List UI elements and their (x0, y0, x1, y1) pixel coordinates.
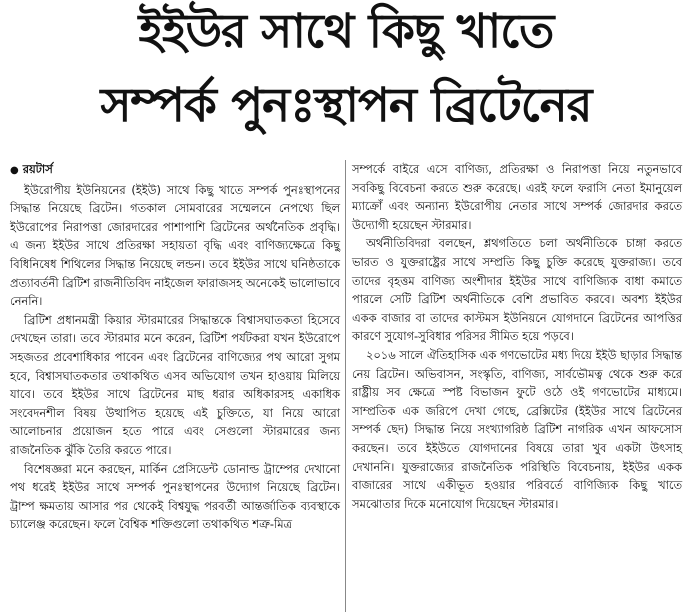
byline (10, 160, 340, 181)
article-right-column (352, 160, 682, 513)
article-paragraph: বিশেষজ্ঞরা মনে করছেন, মার্কিন প্রেসিডেন্ট ডোনাল্ড ট্রাম্পের দেখানো পথ ধরেই ইইউর সাথে সম্পর্ক পুনঃস্থাপনের উদ্যোগ নিয়েছে ব্রিটেন। ট্রাম্প ক্ষমতায় আসার পর থেকেই বিশ্বযুদ্ধ পরবর্তী আন্তর্জাতিক ব্যবস্থাকে চ্যালেঞ্জ করেছেন। ফলে বৈশ্বিক শক্তিগুলো তথাকথিত শত্রু-মিত্র (10, 461, 340, 532)
headline-line-2: সম্পর্ক পুনঃস্থাপন ব্রিটেনের (100, 78, 592, 133)
byline-source: রয়টার্স (22, 162, 53, 176)
article-left-column (10, 160, 340, 534)
article-paragraph: অর্থনীতিবিদরা বলছেন, শ্লথগতিতে চলা অর্থনীতিকে চাঙ্গা করতে ভারত ও যুক্তরাষ্ট্রের সাথে সম্প্রতি কিছু চুক্তি করেছে যুক্তরাজ্য। তবে তাদের বৃহত্তম বাণিজ্য অংশীদার ইইউর সাথে বাণিজ্যিক বাধা কমাতে পারলে সেটি ব্রিটিশ অর্থনীতিকে বেশি প্রভাবিত করবে। অবশ্য ইইউর একক বাজার বা তাদের কাস্টমস ইউনিয়নে যোগদানে ব্রিটেনের আপত্তির কারণে সুযোগ-সুবিধার পরিসর সীমিত হয়ে পড়বে। (352, 236, 682, 344)
article-paragraph: ইউরোপীয় ইউনিয়নের (ইইউ) সাথে কিছু খাতে সম্পর্ক পুনঃস্থাপনের সিদ্ধান্ত নিয়েছে ব্রিটেন। গতকাল সোমবারের সম্মেলনে নেপথ্যে ছিল ইউরোপের নিরাপত্তা জোরদারের পাশাপাশি ব্রিটেনের অর্থনৈতিক প্রবৃদ্ধি। এ জন্য ইইউর সাথে প্রতিরক্ষা সহায়তা বৃদ্ধি এবং বাণিজ্যক্ষেত্রে কিছু বিধিনিষেধ শিথিলের সিদ্ধান্ত নিয়েছে লন্ডন। তবে ইইউর সাথে ঘনিষ্ঠতাকে প্রত্যাবর্তনী ব্রিটিশ রাজনীতিবিদ নাইজেল ফারাজসহ অনেকেই ভালোভাবে নেননি। (10, 182, 340, 309)
bullet-icon: ● (10, 165, 19, 176)
article-paragraph: সম্পর্কে বাইরে এসে বাণিজ্য, প্রতিরক্ষা ও নিরাপত্তা নিয়ে নতুনভাবে সবকিছু বিবেচনা করতে শুরু করেছে। এরই ফলে ফরাসি নেতা ইমানুয়েল ম্যাক্রোঁ এবং অন্যান্য ইউরোপীয় নেতার সাথে সম্পর্ক জোরদার করতে উদ্যোগী হয়েছেন স্টারমার। (352, 162, 682, 232)
article-paragraph: ২০১৬ সালে ঐতিহাসিক এক গণভোটের মধ্য দিয়ে ইইউ ছাড়ার সিদ্ধান্ত নেয় ব্রিটেন। অভিবাসন, সংস্কৃতি, বাণিজ্য, সার্বভৌমত্ব থেকে শুরু করে রাষ্ট্রীয় সব ক্ষেত্রে স্পষ্ট বিভাজন ফুটে ওঠে ওই গণভোটের মাধ্যমে। সাম্প্রতিক এক জরিপে দেখা গেছে, ব্রেক্সিটের (ইইউর সাথে ব্রিটেনের সম্পর্ক ছেদ) সিদ্ধান্ত নিয়ে সংখ্যাগরিষ্ঠ ব্রিটিশ নাগরিক এখন আফসোস করছেন। তবে ইইউতে যোগদানের বিষয়ে তারা খুব একটা উৎসাহ দেখাননি। যুক্তরাজ্যের রাজনৈতিক পরিস্থিতি বিবেচনায়, ইইউর একক বাজারের সাথে একীভূত হওয়ার পরিবর্তে বাণিজ্যিক কিছু খাতে সমঝোতার দিকে মনোযোগ দিয়েছেন স্টারমার। (352, 347, 682, 511)
article-paragraph: ব্রিটিশ প্রধানমন্ত্রী কিয়ার স্টারমারের সিদ্ধান্তকে বিশ্বাসঘাতকতা হিসেবে দেখছেন তারা। তবে স্টারমার মনে করেন, ব্রিটিশ পর্যটকরা যখন ইউরোপে সহজতর প্রবেশাধিকার পাবেন এবং ব্রিটেনের বাণিজ্যের পথ আরো সুগম হবে, বিশ্বাসঘাতকতার তথাকথিত এসব অভিযোগ তখন হাওয়ায় মিলিয়ে যাবে। তবে ইইউর সাথে ব্রিটেনের মাছ ধরার অধিকারসহ একাধিক সংবেদনশীল বিষয় উত্থাপিত হয়েছে এই চুক্তিতে, যা নিয়ে আরো আলোচনার প্রয়োজন হতে পারে এবং সেগুলো স্টারমারের জন্য রাজনৈতিক ঝুঁকি তৈরি করতে পারে। (10, 312, 340, 457)
column-divider (345, 160, 346, 612)
headline-line-1: ইইউর সাথে কিছু খাতে (138, 4, 554, 59)
